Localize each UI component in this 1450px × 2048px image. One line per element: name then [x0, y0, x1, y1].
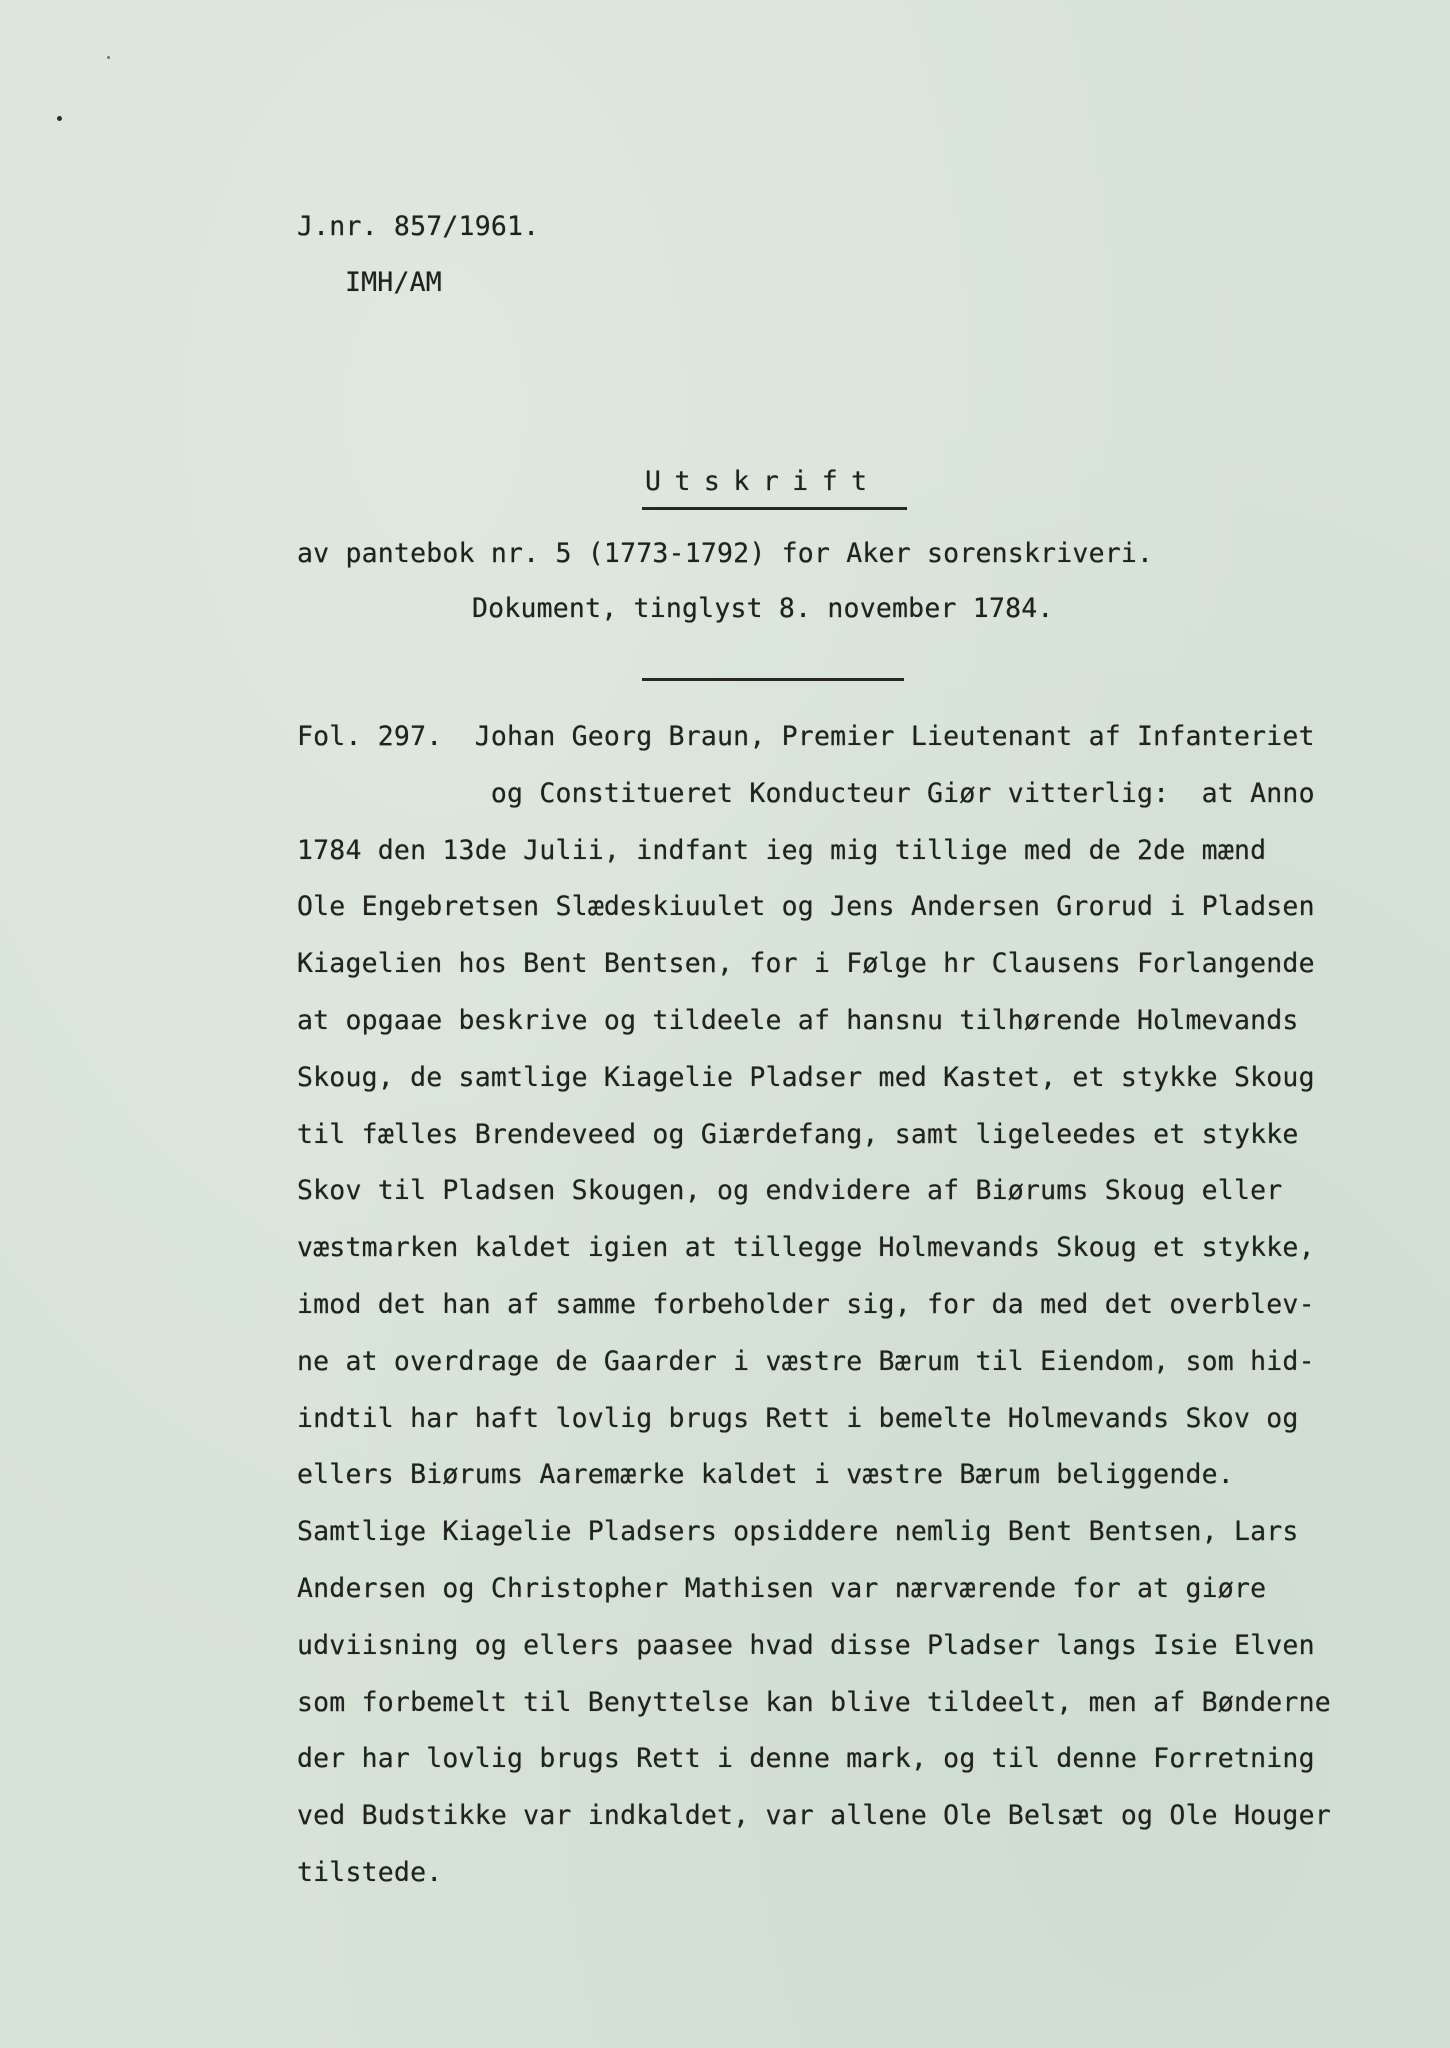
document-title: Utskrift — [645, 466, 881, 497]
paper-speck — [57, 116, 62, 121]
body-line: at opgaae beskrive og tildeele af hansnu tilhørende Holmevands — [297, 1005, 1299, 1036]
body-line: Skov til Pladsen Skougen, og endvidere af Biørums Skoug eller — [297, 1175, 1283, 1207]
body-line: imod det han af samme forbeholder sig, for da med det overblev- — [297, 1289, 1315, 1320]
subtitle-source: av pantebok nr. 5 (1773-1792) for Aker sorenskriveri. — [297, 538, 1154, 569]
body-line: Kiagelien hos Bent Bentsen, for i Følge hr Clausens Forlangende — [297, 948, 1315, 980]
body-line: Fol. 297. Johan Georg Braun, Premier Lieutenant af Infanteriet — [297, 721, 1315, 752]
title-underline — [642, 507, 907, 510]
body-line: Skoug, de samtlige Kiagelie Pladser med Kastet, et stykke Skoug — [297, 1061, 1315, 1093]
body-line: og Constitueret Konducteur Giør vitterlig: at Anno — [297, 777, 1315, 809]
body-line: tilstede. — [297, 1857, 443, 1888]
body-line: ne at overdrage de Gaarder i væstre Bærum til Eiendom, som hid- — [297, 1345, 1315, 1377]
body-line: indtil har haft lovlig brugs Rett i bemelte Holmevands Skov og — [297, 1402, 1299, 1434]
body-line: 1784 den 13de Julii, indfant ieg mig tillige med de 2de mænd — [297, 834, 1267, 866]
body-line: ellers Biørums Aaremærke kaldet i væstre Bærum beliggende. — [297, 1459, 1234, 1491]
subtitle-date: Dokument, tinglyst 8. november 1784. — [472, 593, 1054, 624]
body-line: der har lovlig brugs Rett i denne mark, og til denne Forretning — [297, 1743, 1315, 1775]
body-line: Andersen og Christopher Mathisen var nærværende for at giøre — [297, 1573, 1267, 1604]
body-line: Ole Engebretsen Slædeskiuulet og Jens Andersen Grorud i Pladsen — [297, 891, 1315, 923]
body-line: ved Budstikke var indkaldet, var allene Ole Belsæt og Ole Houger — [297, 1800, 1331, 1832]
body-line: Samtlige Kiagelie Pladsers opsiddere nemlig Bent Bentsen, Lars — [297, 1516, 1299, 1548]
journal-number: J.nr. 857/1961. — [297, 211, 540, 242]
body-line: væstmarken kaldet igien at tillegge Holmevands Skoug et stykke, — [297, 1232, 1315, 1264]
body-line: udviisning og ellers paasee hvad disse Pladser langs Isie Elven — [297, 1629, 1315, 1661]
body-line: til fælles Brendeveed og Giærdefang, samt ligeleedes et stykke — [297, 1118, 1299, 1150]
separator-rule — [642, 678, 904, 681]
paper-speck — [107, 56, 110, 59]
body-line: som forbemelt til Benyttelse kan blive tildeelt, men af Bønderne — [297, 1686, 1331, 1718]
initials: IMH/AM — [345, 267, 442, 298]
